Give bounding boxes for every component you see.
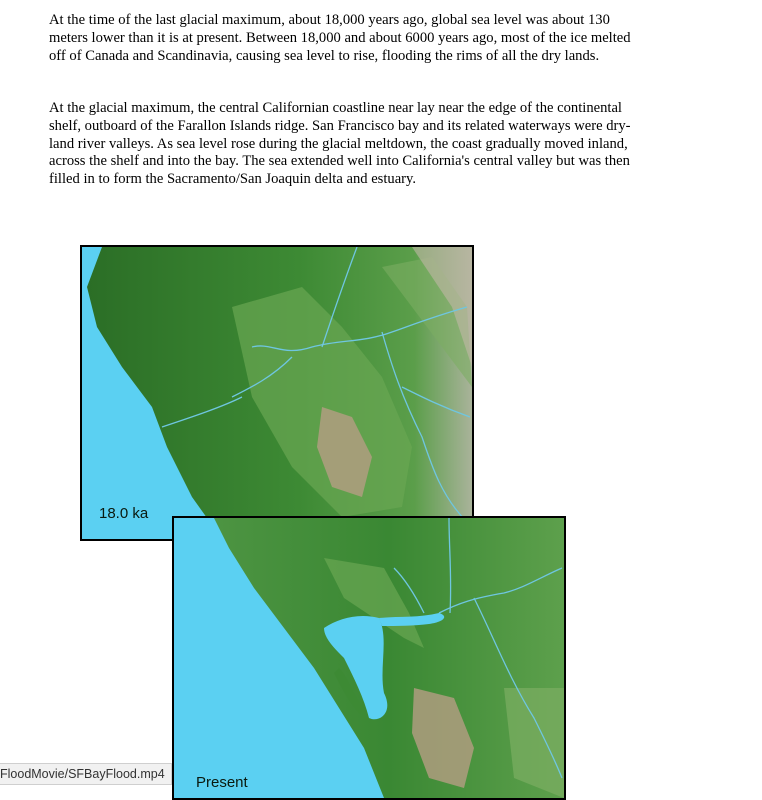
map-time-label: 18.0 ka (99, 505, 149, 522)
glacial-paragraph: At the glacial maximum, the central Californian coastline near lay near the edge of the continental shelf, outboard of the Farallon Islands ridge. San Francisco bay and its related waterways were dry-land river valleys. As sea level rose during the glacial meltdown, the coast gradually moved inland, across the shelf and into the bay. The sea extended well into California's central valley but was then filled in to form the Sacramento/San Joaquin delta and estuary. (49, 100, 631, 188)
status-bar-link-url: FloodMovie/SFBayFlood.mp4 (0, 763, 172, 785)
glacial-maximum-map[interactable] (80, 245, 474, 541)
map-time-label: Present (196, 774, 248, 791)
intro-paragraph: At the time of the last glacial maximum, about 18,000 years ago, global sea level was about 130 meters lower than it is at present. Between 18,000 and about 6000 years ago, most of the ice melted off of Canada and Scandinavia, causing sea level to rise, flooding the rims of all the dry lands. (49, 12, 631, 64)
present-terrain-image (174, 518, 564, 798)
present-day-map[interactable] (172, 516, 566, 800)
glacial-terrain-image (82, 247, 472, 539)
